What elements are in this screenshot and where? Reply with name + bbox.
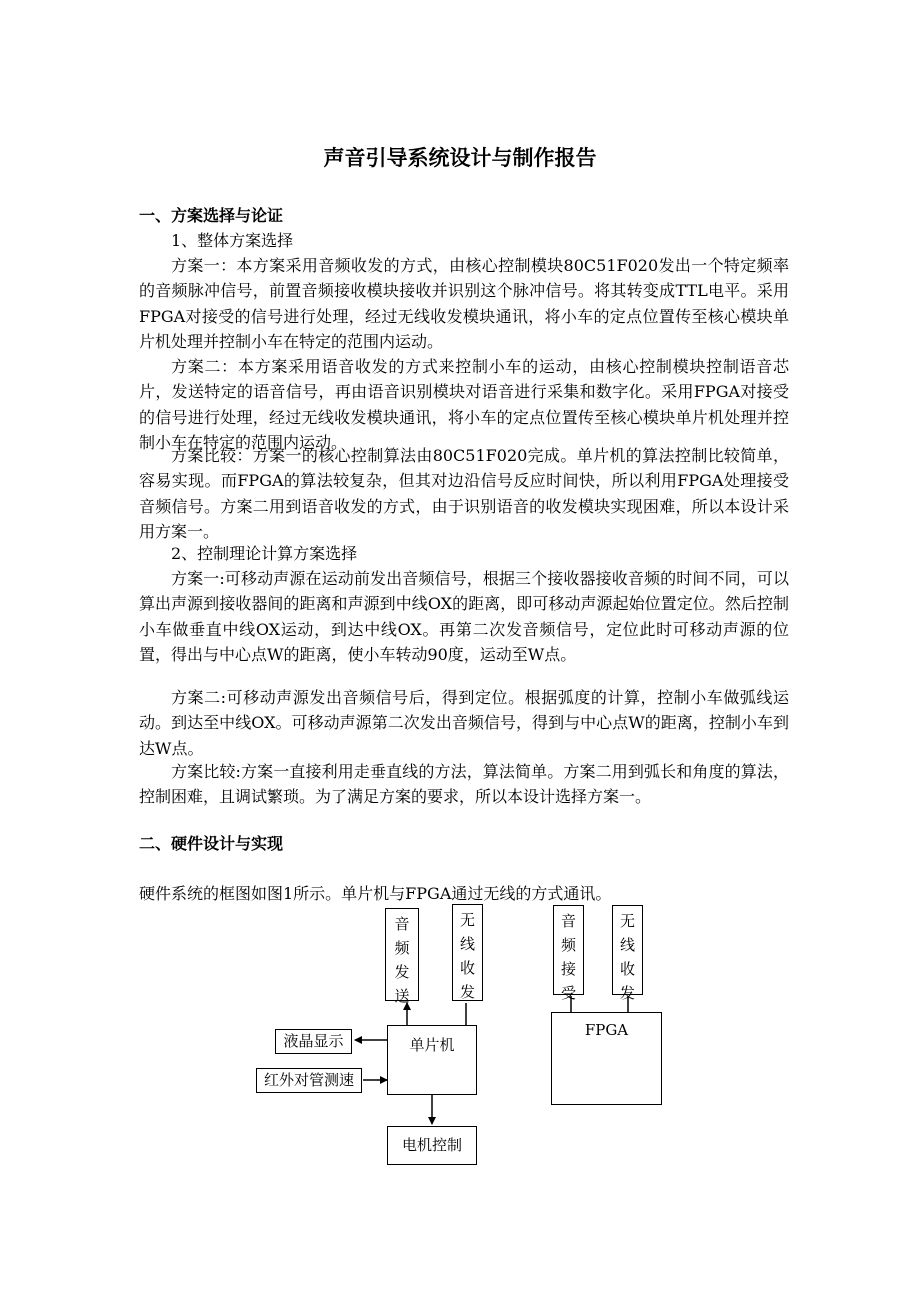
subsection-heading-1: 1、整体方案选择: [171, 231, 294, 250]
audio-receive-box: 音 频 接 受: [553, 905, 584, 995]
paragraph-comparison-2: 方案比较:方案一直接利用走垂直线的方法，算法简单。方案二用到弧长和角度的算法，控制困难，且调试繁琐。为了满足方案的要求，所以本设计选择方案一。: [139, 762, 789, 807]
mcu-box: 单片机: [387, 1025, 477, 1095]
motor-control-box: 电机控制: [387, 1126, 477, 1165]
paragraph-comparison-1: 方案比较：方案一的核心控制算法由80C51F020完成。单片机的算法控制比较简单，容易实现。而FPGA的算法较复杂，但其对边沿信号反应时间快，所以利用FPGA处理接受音频信号。方案二用到语音收发的方式，由于识别语音的收发模块实现困难，所以本设计采用方案一。: [139, 446, 789, 542]
section-heading-1: 一、方案选择与论证: [139, 206, 284, 225]
paragraph-control-scheme-1: 方案一:可移动声源在运动前发出音频信号，根据三个接收器接收音频的时间不同，可以算出声源到接收器间的距离和声源到中线OX的距离，即可移动声源起始位置定位。然后控制小车做垂直中线OX运动，到达中线OX。再第二次发音频信号，定位此时可移动声源的位置，得出与中心点W的距离，使小车转动90度，运动至W点。: [139, 569, 789, 665]
paragraph-control-scheme-2: 方案二:可移动声源发出音频信号后，得到定位。根据弧度的计算，控制小车做弧线运动。到达至中线OX。可移动声源第二次发出音频信号，得到与中心点W的距离，控制小车到达W点。: [139, 688, 789, 758]
infrared-speed-box: 红外对管测速: [256, 1068, 362, 1093]
fpga-box: FPGA: [551, 1012, 662, 1105]
lcd-display-box: 液晶显示: [275, 1029, 352, 1054]
audio-send-box: 音 频 发 送: [385, 908, 419, 1001]
wireless-transceiver-box-right: 无 线 收 发: [612, 905, 643, 995]
wireless-transceiver-box-left: 无 线 收 发: [452, 904, 483, 1001]
subsection-heading-2: 2、控制理论计算方案选择: [171, 544, 358, 563]
paragraph-hardware: 硬件系统的框图如图1所示。单片机与FPGA通过无线的方式通讯。: [139, 884, 612, 903]
page-title: 声音引导系统设计与制作报告: [323, 145, 597, 170]
paragraph-scheme-2: 方案二：本方案采用语音收发的方式来控制小车的运动，由核心控制模块控制语音芯片，发送特定的语音信号，再由语音识别模块对语音进行采集和数字化。采用FPGA对接受的信号进行处理，经过无线收发模块通讯，将小车的定点位置传至核心模块单片机处理并控制小车在特定的范围内运动。: [139, 357, 789, 453]
section-heading-2: 二、硬件设计与实现: [139, 834, 284, 853]
paragraph-scheme-1: 方案一：本方案采用音频收发的方式，由核心控制模块80C51F020发出一个特定频率的音频脉冲信号，前置音频接收模块接收并识别这个脉冲信号。将其转变成TTL电平。采用FPGA对接受的信号进行处理，经过无线收发模块通讯，将小车的定点位置传至核心模块单片机处理并控制小车在特定的范围内运动。: [139, 256, 789, 352]
